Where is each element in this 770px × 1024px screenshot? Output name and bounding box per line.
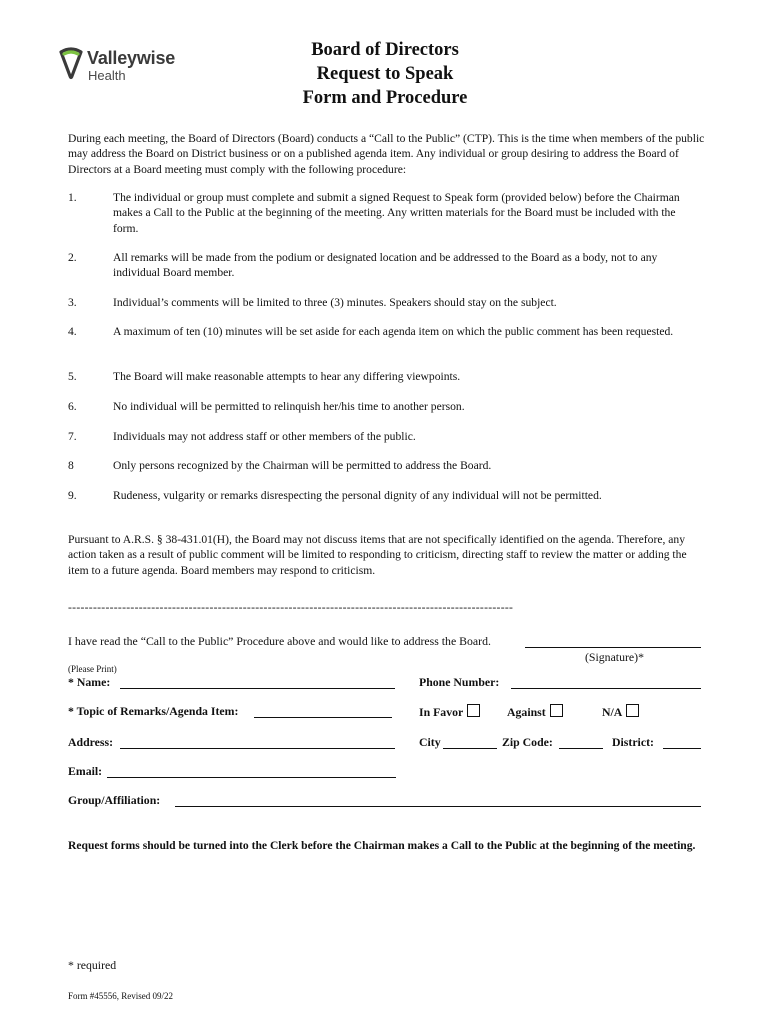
procedure-item-number: 5. xyxy=(68,370,77,383)
logo-brand-text: Valleywise xyxy=(87,48,176,68)
form-number: Form #45556, Revised 09/22 xyxy=(68,991,173,1001)
in-favor-label: In Favor xyxy=(419,705,464,719)
against-checkbox[interactable] xyxy=(550,704,563,717)
procedure-item-text: Rudeness, vulgarity or remarks disrespecting the personal dignity of any individual will not be permitted. xyxy=(113,489,602,502)
logo-sub-text: Health xyxy=(88,68,126,83)
procedure-item-number: 9. xyxy=(68,489,77,502)
procedure-item-number: 3. xyxy=(68,296,77,309)
pursuant-paragraph: Pursuant to A.R.S. § 38-431.01(H), the Board may not discuss items that are not specifically identified on the agenda. Therefore, any action taken as a result of public comment will be limited to responding to criticism, directing staff to review the matter or adding the item to a future agenda. Board members may respond to criticism. xyxy=(68,533,687,577)
procedure-item-number: 8 xyxy=(68,459,74,472)
city-field[interactable] xyxy=(443,737,497,749)
procedure-item-text: Individual’s comments will be limited to three (3) minutes. Speakers should stay on the subject. xyxy=(113,296,557,309)
title-line-1: Board of Directors xyxy=(311,40,459,60)
valleywise-logo-icon xyxy=(58,46,84,84)
in-favor-checkbox[interactable] xyxy=(467,704,480,717)
procedure-item-text: All remarks will be made from the podium or designated location and be addressed to the Board as a body, not to any individual Board member. xyxy=(113,251,658,280)
read-statement-row xyxy=(68,634,491,649)
signature-field[interactable] xyxy=(525,636,701,648)
zip-field[interactable] xyxy=(559,737,603,749)
zip-label: Zip Code: xyxy=(502,735,553,749)
address-label: Address: xyxy=(68,735,114,749)
district-field[interactable] xyxy=(663,737,701,749)
title-line-3: Form and Procedure xyxy=(302,88,468,108)
submission-notice: Request forms should be turned into the Clerk before the Chairman makes a Call to the Public at the beginning of the meeting. xyxy=(68,839,696,852)
document-title xyxy=(200,38,570,110)
phone-field[interactable] xyxy=(511,677,701,689)
address-field[interactable] xyxy=(120,737,395,749)
city-label: City xyxy=(419,735,441,749)
valleywise-logo xyxy=(58,46,198,86)
procedure-item-text: Only persons recognized by the Chairman will be permitted to address the Board. xyxy=(113,459,492,472)
procedure-item-number: 6. xyxy=(68,400,77,413)
intro-paragraph: During each meeting, the Board of Directors (Board) conducts a “Call to the Public” (CTP). This is the time when members of the public may address the Board on District business or on a published agenda item. Any individual or group desiring to address the Board of Directors at a Board meeting must comply with the following procedure: xyxy=(68,132,705,176)
read-statement-text: I have read the “Call to the Public” Procedure above and would like to address the Board. xyxy=(68,634,491,648)
group-label: Group/Affiliation: xyxy=(68,793,161,807)
topic-field[interactable] xyxy=(254,706,392,718)
please-print-label: (Please Print) xyxy=(68,664,117,674)
name-label: * Name: xyxy=(68,675,111,689)
procedure-item-text: The individual or group must complete and submit a signed Request to Speak form (provided below) before the Chairman makes a Call to the Public at the beginning of the meeting. Any written materials for the Board must be included with the form. xyxy=(113,191,680,235)
cut-line-separator: ----------------------------------------------------------------------------------------------------------- xyxy=(68,601,514,614)
district-label: District: xyxy=(612,735,654,749)
na-label: N/A xyxy=(602,705,623,719)
procedure-item-text: A maximum of ten (10) minutes will be set aside for each agenda item on which the public comment has been requested. xyxy=(113,325,674,338)
signature-label: (Signature)* xyxy=(585,650,644,664)
procedure-item-text: No individual will be permitted to relinquish her/his time to another person. xyxy=(113,400,465,413)
required-note: * required xyxy=(68,958,117,972)
procedure-item-number: 7. xyxy=(68,430,77,443)
procedure-item-number: 2. xyxy=(68,251,77,264)
na-checkbox[interactable] xyxy=(626,704,639,717)
in-favor-option[interactable] xyxy=(419,704,480,720)
procedure-item-number: 4. xyxy=(68,325,77,338)
na-option[interactable] xyxy=(602,704,639,720)
topic-label: * Topic of Remarks/Agenda Item: xyxy=(68,704,239,718)
procedure-item-text: The Board will make reasonable attempts to hear any differing viewpoints. xyxy=(113,370,461,383)
phone-label: Phone Number: xyxy=(419,675,500,689)
email-field[interactable] xyxy=(107,766,396,778)
group-field[interactable] xyxy=(175,795,701,807)
title-line-2: Request to Speak xyxy=(316,64,454,84)
against-option[interactable] xyxy=(507,704,563,720)
against-label: Against xyxy=(507,705,546,719)
procedure-item-text: Individuals may not address staff or other members of the public. xyxy=(113,430,416,443)
email-label: Email: xyxy=(68,764,103,778)
name-field[interactable] xyxy=(120,677,395,689)
procedure-item-number: 1. xyxy=(68,191,77,204)
